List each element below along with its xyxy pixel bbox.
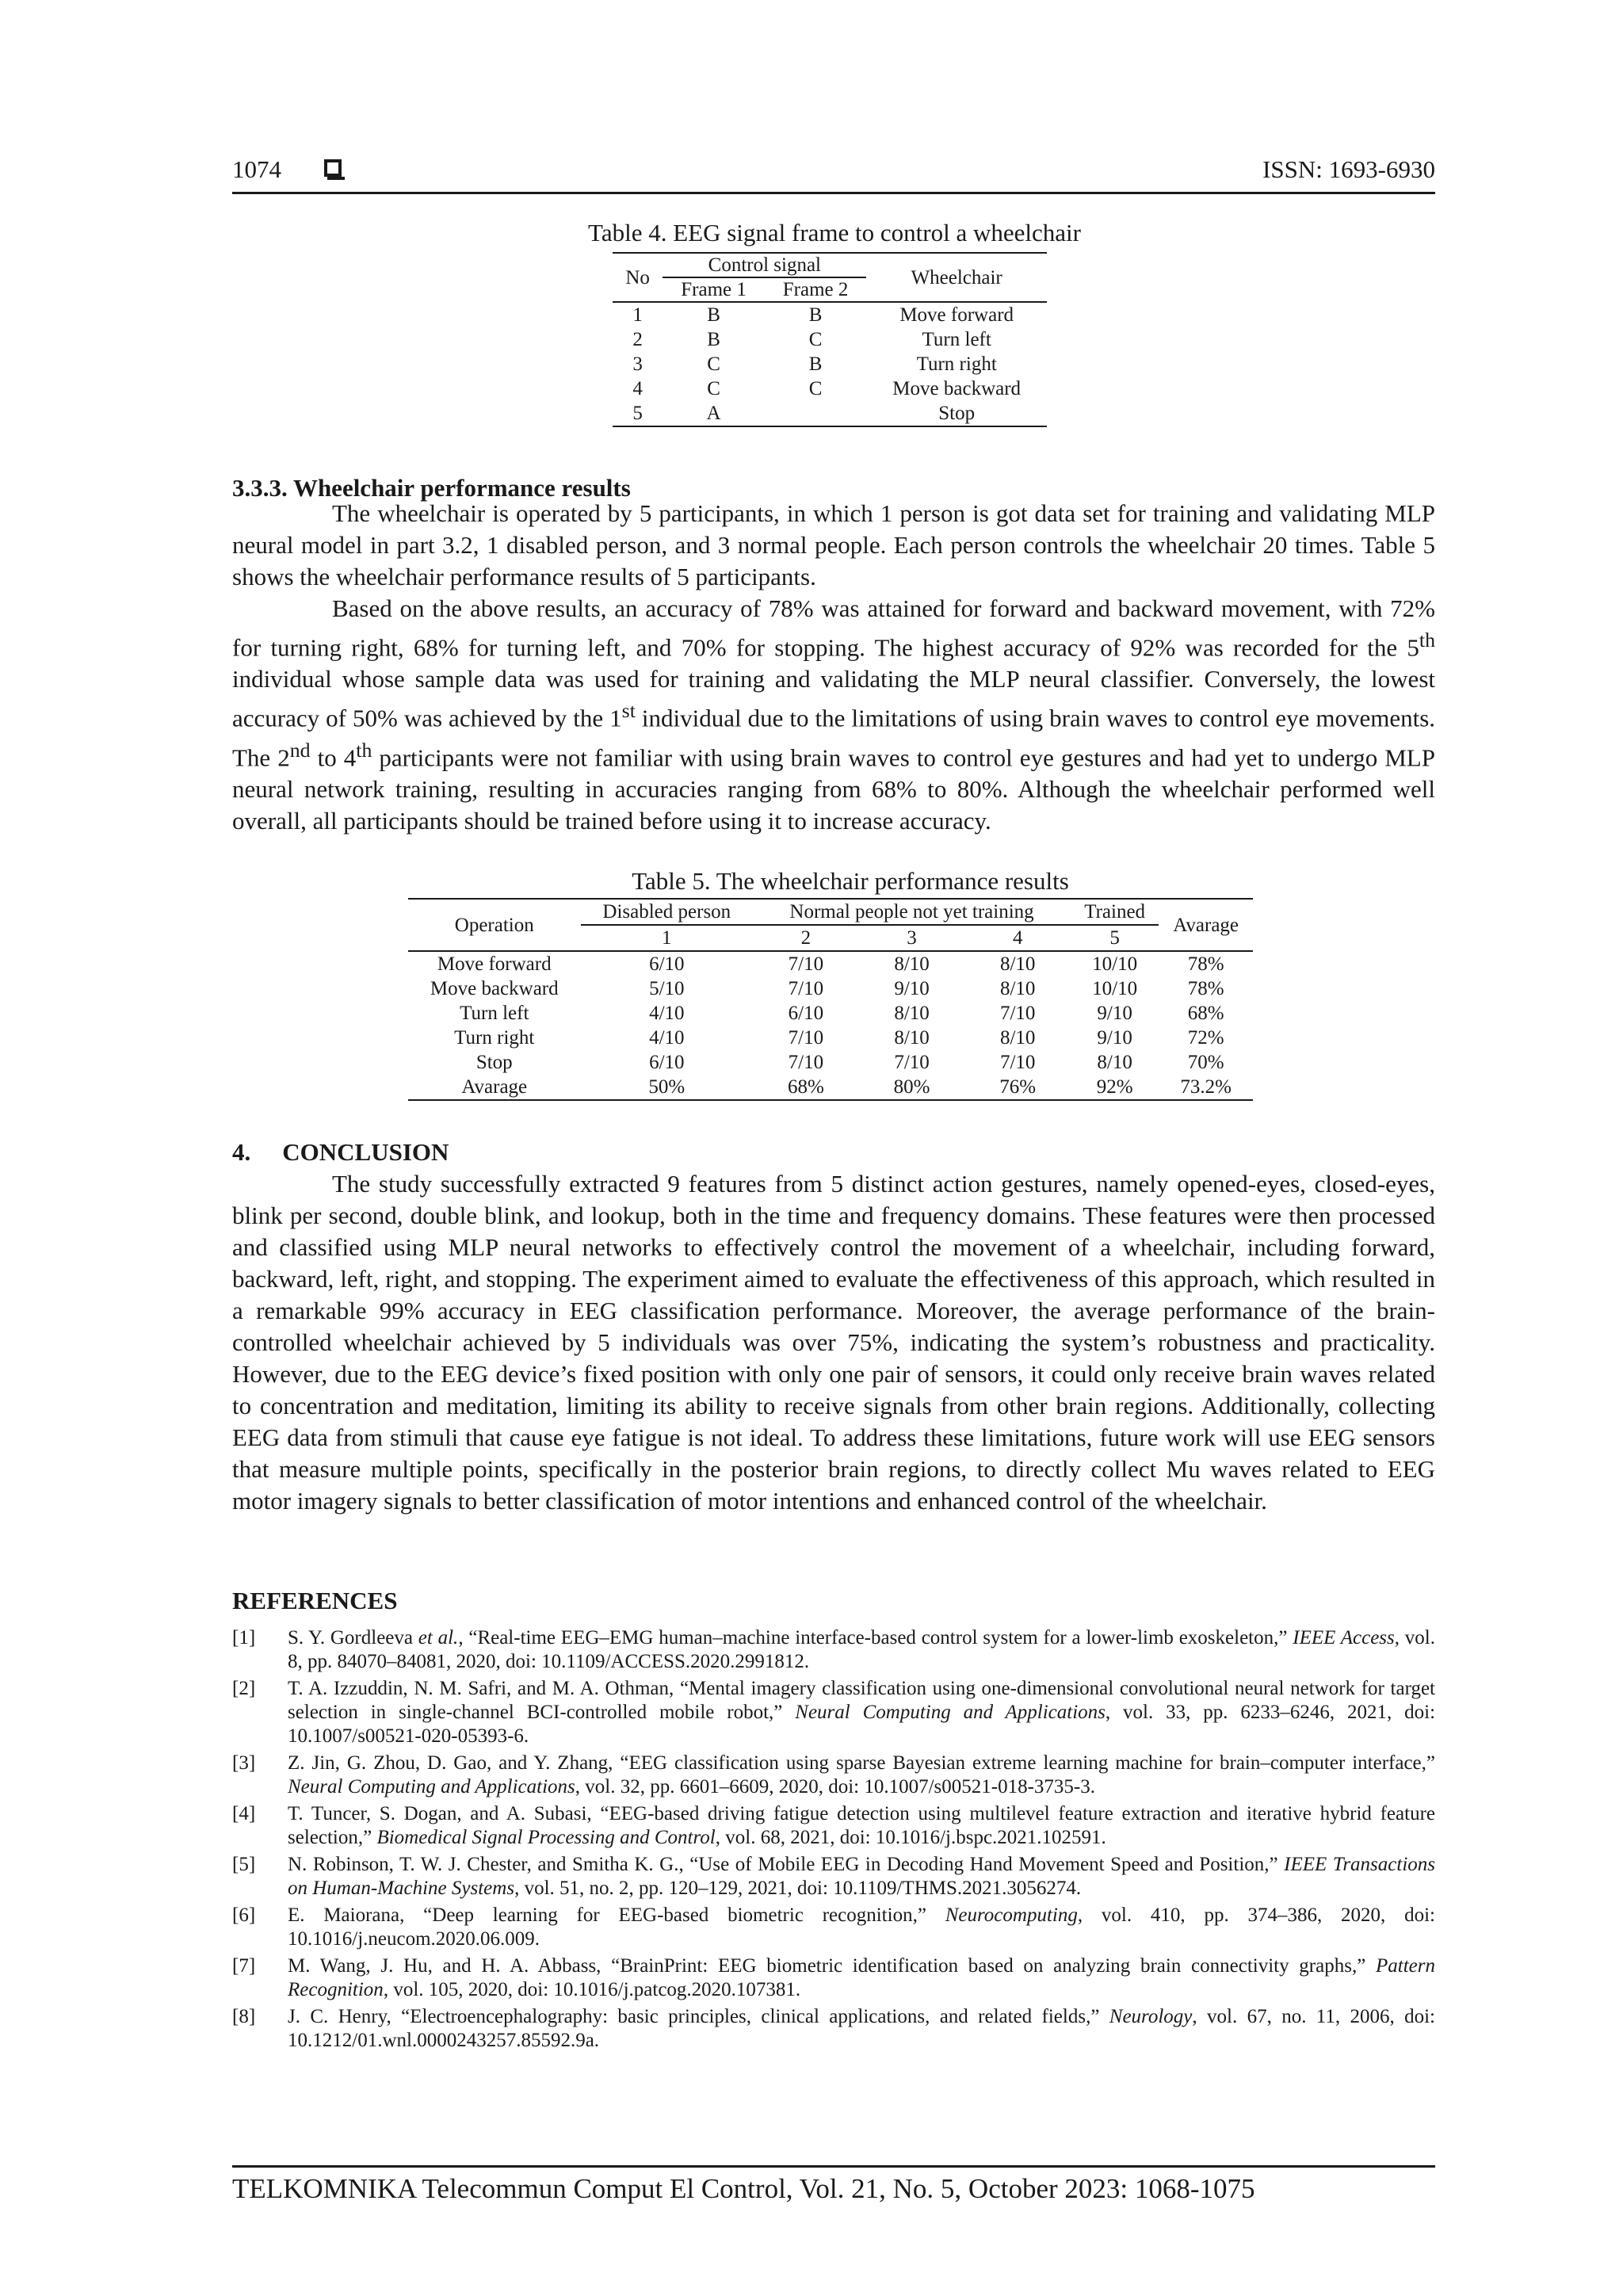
table-cell: [765, 401, 867, 426]
table-cell: 7/10: [788, 1052, 824, 1073]
reference-list: [232, 1626, 1435, 2056]
table-cell: 7/10: [894, 1052, 930, 1073]
table-cell: 9/10: [1097, 1027, 1132, 1049]
table-row: [408, 1026, 1253, 1050]
reference-text: , vol. 410, pp. 374–386, 2020, doi: 10.1016/j.neucom.2020.06.009.: [288, 1904, 1435, 1950]
table-row: [408, 1001, 1253, 1026]
reference-text: E. Maiorana, “Deep learning for EEG-based biometric recognition,”: [288, 1904, 945, 1926]
section-heading-3-3-3: 3.3.3. Wheelchair performance results: [232, 474, 631, 502]
reference-journal: IEEE Access: [1293, 1627, 1395, 1648]
table4-header-control: Control signal: [708, 254, 821, 276]
table-cell: Turn right: [454, 1027, 535, 1049]
table-row: [613, 302, 1047, 327]
reference-text: N. Robinson, T. W. J. Chester, and Smitha K. G., “Use of Mobile EEG in Decoding Hand Movement Speed and Position,”: [288, 1854, 1285, 1875]
reference-journal: IEEE Transactions on Human-Machine Systems: [288, 1854, 1435, 1899]
reference-number: [3]: [232, 1752, 256, 1774]
table-cell: 1: [632, 304, 643, 326]
text-run: individual whose sample data was used for training and validating the MLP neural classifier. Conversely, the lowest accuracy of 50% was achieved by the 1: [232, 665, 1435, 732]
footer-divider: [232, 2165, 1435, 2168]
participant-number: 2: [753, 925, 859, 951]
table-cell: 6/10: [788, 1003, 824, 1024]
table-cell: 8/10: [999, 953, 1036, 975]
table-cell: 6/10: [649, 1052, 685, 1073]
table-cell: Turn left: [922, 329, 991, 350]
section-title: CONCLUSION: [282, 1138, 449, 1166]
participant-number: 4: [964, 925, 1071, 951]
table-cell: Turn left: [460, 1003, 529, 1024]
table-cell: 68%: [1187, 1003, 1224, 1024]
table-cell: 5/10: [649, 978, 685, 999]
table-cell: 8/10: [894, 1003, 930, 1024]
table-cell: A: [706, 403, 721, 424]
table-cell: B: [808, 353, 823, 375]
table-cell: Stop: [938, 403, 976, 424]
table-cell: B: [707, 329, 720, 350]
reference-item: [232, 1954, 1435, 2002]
text-run: Based on the above results, an accuracy of 78% was attained for forward and backward movement, with 72% for turning right, 68% for turning left, and 70% for stopping. The highest accuracy of 92% was recorded for the 5: [232, 594, 1435, 662]
reference-text: , vol. 67, no. 11, 2006, doi: 10.1212/01.wnl.0000243257.85592.9a.: [288, 2006, 1435, 2051]
reference-text: J. C. Henry, “Electroencephalography: basic principles, clinical applications, and related fields,”: [288, 2006, 1109, 2027]
reference-number: [7]: [232, 1955, 256, 1977]
table-cell: Move backward: [892, 378, 1022, 399]
table4-header-no: No: [613, 253, 663, 302]
table-cell: 7/10: [788, 978, 824, 999]
superscript: nd: [289, 738, 311, 762]
table-cell: 5: [632, 403, 643, 424]
table-row: [613, 352, 1047, 376]
table-cell: 73.2%: [1180, 1076, 1232, 1098]
reference-item: [232, 1677, 1435, 1748]
reference-item: [232, 1802, 1435, 1850]
paragraph-results: [232, 593, 1435, 837]
text-run: participants were not familiar with using brain waves to control eye gestures and had yet to undergo MLP neural network training, resulting in accuracies ranging from 68% to 80%. Although the wheelchair performed well overall, all participants should be trained before using it to increase accuracy.: [232, 743, 1435, 835]
table4-header-frame1: Frame 1: [663, 277, 765, 302]
participant-number: 3: [859, 925, 965, 951]
issn-label: ISSN: 1693-6930: [1262, 155, 1435, 183]
table5-header-operation: Operation: [408, 899, 581, 951]
superscript: th: [1419, 628, 1435, 651]
table-cell: B: [808, 304, 823, 326]
table-row: [613, 327, 1047, 352]
reference-text: S. Y. Gordleeva: [288, 1627, 418, 1648]
table-cell: 10/10: [1092, 978, 1138, 999]
reference-number: [6]: [232, 1904, 256, 1926]
table-row: [408, 1050, 1253, 1075]
table-cell: 7/10: [999, 1003, 1036, 1024]
reference-number: [2]: [232, 1678, 256, 1699]
paragraph-conclusion: The study successfully extracted 9 features from 5 distinct action gestures, namely opened-eyes, closed-eyes, blink per second, double blink, and lookup, both in the time and frequency domains. These features were then processed and classified using MLP neural networks to effectively control the movement of a wheelchair, including forward, backward, left, right, and stopping. The experiment aimed to evaluate the effectiveness of this approach, which resulted in a remarkable 99% accuracy in EEG classification performance. Moreover, the average performance of the brain-controlled wheelchair achieved by 5 individuals was over 75%, indicating the system’s robustness and practicality. However, due to the EEG device’s fixed position with only one pair of sensors, it could only receive brain waves related to concentration and meditation, limiting its ability to receive signals from other brain regions. Additionally, collecting EEG data from stimuli that cause eye fatigue is not ideal. To address these limitations, future work will use EEG sensors that measure multiple points, specifically in the posterior brain regions, to directly collect Mu waves related to EEG motor imagery signals to better classification of motor intentions and enhanced control of the wheelchair.: [232, 1170, 1435, 1515]
table4-header-wheelchair: Wheelchair: [866, 253, 1047, 302]
header-divider: [232, 192, 1435, 194]
table-cell: 78%: [1187, 953, 1224, 975]
table-row: [408, 976, 1253, 1001]
table-row: [408, 951, 1253, 976]
participant-number: 1: [581, 925, 754, 951]
table5-header-avarage: Avarage: [1159, 899, 1253, 951]
table-cell: 3: [632, 353, 643, 375]
table4-header-frame2: Frame 2: [765, 277, 867, 302]
references-heading: REFERENCES: [232, 1587, 398, 1614]
table-cell: Stop: [475, 1052, 513, 1073]
table-cell: 9/10: [894, 978, 930, 999]
table-cell: 76%: [999, 1076, 1037, 1098]
table-cell: 8/10: [894, 953, 930, 975]
table-cell: 70%: [1187, 1052, 1224, 1073]
table-cell: 78%: [1187, 978, 1224, 999]
table-cell: 4: [632, 378, 643, 399]
table-cell: 8/10: [999, 1027, 1036, 1049]
reference-text: , vol. 32, pp. 6601–6609, 2020, doi: 10.1007/s00521-018-3735-3.: [575, 1776, 1095, 1797]
table-cell: Turn right: [916, 353, 997, 375]
table-cell: B: [707, 304, 720, 326]
reference-text: T. Tuncer, S. Dogan, and A. Subasi, “EEG-based driving fatigue detection using multilevel feature extraction and iterative hybrid feature selection,”: [288, 1803, 1435, 1848]
reference-italic: et al.: [418, 1627, 459, 1648]
table5-header-trained: Trained: [1071, 899, 1159, 925]
paragraph-participants: The wheelchair is operated by 5 participants, in which 1 person is got data set for training and validating MLP neural model in part 3.2, 1 disabled person, and 3 normal people. Each person controls the wheelchair 20 times. Table 5 shows the wheelchair performance results of 5 participants.: [232, 499, 1435, 590]
table-row: [613, 376, 1047, 401]
reference-journal: Biomedical Signal Processing and Control: [376, 1827, 716, 1848]
table-cell: C: [707, 378, 720, 399]
section-number: 4.: [232, 1138, 251, 1166]
reference-text: , vol. 8, pp. 84070–84081, 2020, doi: 10.1109/ACCESS.2020.2991812.: [288, 1627, 1435, 1672]
table-cell: 10/10: [1092, 953, 1138, 975]
table5-header-disabled: Disabled person: [581, 899, 754, 925]
reference-journal: Neural Computing and Applications: [288, 1776, 575, 1797]
superscript: st: [621, 699, 636, 723]
reference-journal: Neurocomputing: [945, 1904, 1078, 1926]
checkbox-square-icon: [324, 159, 342, 177]
table5-header-normal: Normal people not yet training: [753, 899, 1071, 925]
table-cell: 80%: [893, 1076, 930, 1098]
reference-number: [5]: [232, 1854, 256, 1875]
table-cell: 72%: [1187, 1027, 1224, 1049]
table-cell: 92%: [1096, 1076, 1133, 1098]
table-row: [613, 401, 1047, 426]
table-cell: 7/10: [788, 953, 824, 975]
table-cell: 6/10: [649, 953, 685, 975]
table-cell: Move backward: [430, 978, 559, 999]
reference-journal: Neurology: [1109, 2006, 1193, 2027]
reference-text: , vol. 105, 2020, doi: 10.1016/j.patcog.2020.107381.: [383, 1979, 801, 2000]
participant-number: 5: [1071, 925, 1159, 951]
reference-text: , “Real-time EEG–EMG human–machine interface-based control system for a lower-limb exoskeleton,”: [458, 1627, 1293, 1648]
table-cell: 50%: [648, 1076, 685, 1098]
table-cell: 4/10: [649, 1003, 685, 1024]
reference-text: M. Wang, J. Hu, and H. A. Abbass, “BrainPrint: EEG biometric identification based on analyzing brain connectivity graphs,”: [288, 1955, 1376, 1977]
reference-item: [232, 1626, 1435, 1674]
table-cell: Move forward: [437, 953, 552, 975]
table-cell: Avarage: [461, 1076, 528, 1098]
table-cell: 8/10: [999, 978, 1036, 999]
table-cell: 7/10: [788, 1027, 824, 1049]
table-cell: 2: [632, 329, 643, 350]
reference-text: T. A. Izzuddin, N. M. Safri, and M. A. Othman, “Mental imagery classification using one-dimensional convolutional neural network for target selection in single-channel BCI-controlled mobile robot,”: [288, 1678, 1435, 1723]
table5: [408, 898, 1253, 1101]
superscript: th: [356, 738, 372, 762]
table-row: [408, 1075, 1253, 1100]
reference-text: , vol. 68, 2021, doi: 10.1016/j.bspc.2021.102591.: [715, 1827, 1106, 1848]
page-number: 1074: [232, 155, 281, 183]
text-run: individual due to the limitations of using brain waves to control eye movements. The 2: [232, 704, 1436, 771]
reference-number: [1]: [232, 1627, 256, 1648]
reference-text: , vol. 51, no. 2, pp. 120–129, 2021, doi: 10.1109/THMS.2021.3056274.: [514, 1878, 1082, 1899]
table-cell: 7/10: [999, 1052, 1036, 1073]
table-cell: 8/10: [1097, 1052, 1132, 1073]
reference-text: Z. Jin, G. Zhou, D. Gao, and Y. Zhang, “EEG classification using sparse Bayesian extreme learning machine for brain–computer interface,”: [288, 1752, 1435, 1774]
table4: [613, 252, 1047, 427]
text-run: to 4: [310, 743, 357, 771]
table-cell: C: [808, 329, 823, 350]
table-cell: C: [808, 378, 823, 399]
table-cell: 68%: [787, 1076, 824, 1098]
reference-number: [4]: [232, 1803, 256, 1824]
reference-item: [232, 1853, 1435, 1901]
table4-caption: Table 4. EEG signal frame to control a wheelchair: [588, 219, 1081, 246]
table-cell: 9/10: [1097, 1003, 1132, 1024]
table-cell: C: [707, 353, 720, 375]
section-heading-conclusion: [232, 1138, 449, 1167]
reference-item: [232, 1752, 1435, 1799]
reference-journal: Neural Computing and Applications: [795, 1702, 1106, 1723]
reference-item: [232, 1904, 1435, 1951]
reference-number: [8]: [232, 2006, 256, 2027]
table-cell: 8/10: [894, 1027, 930, 1049]
table5-caption: Table 5. The wheelchair performance results: [632, 867, 1069, 895]
table-cell: 4/10: [649, 1027, 685, 1049]
reference-item: [232, 2005, 1435, 2053]
reference-journal: Pattern Recognition: [288, 1955, 1435, 2000]
reference-text: , vol. 33, pp. 6233–6246, 2021, doi: 10.1007/s00521-020-05393-6.: [288, 1702, 1436, 1747]
running-footer: TELKOMNIKA Telecommun Comput El Control, Vol. 21, No. 5, October 2023: 1068-1075: [232, 2173, 1255, 2204]
table-cell: Move forward: [899, 304, 1014, 326]
running-header: [232, 155, 1435, 193]
